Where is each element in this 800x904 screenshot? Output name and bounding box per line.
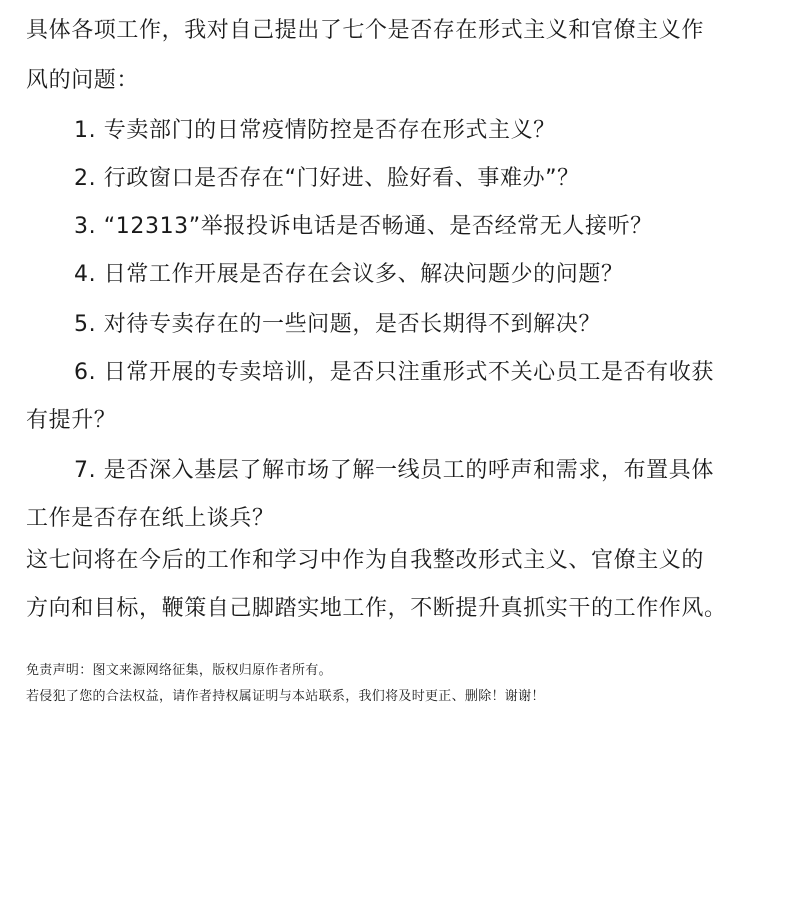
disclaimer-line-1: 免责声明：图文来源网络征集，版权归原作者所有。 <box>26 663 332 678</box>
question-1: 1. 专卖部门的日常疫情防控是否存在形式主义？ <box>74 118 556 143</box>
question-6-line-1: 6. 日常开展的专卖培训，是否只注重形式不关心员工是否有收获 <box>74 360 714 385</box>
question-7-line-2: 工作是否存在纸上谈兵？ <box>26 506 275 531</box>
disclaimer-line-2: 若侵犯了您的合法权益，请作者持权属证明与本站联系，我们将及时更正、删除！谢谢！ <box>26 689 545 704</box>
question-2: 2. 行政窗口是否存在“门好进、脸好看、事难办”？ <box>74 166 580 191</box>
question-3: 3. “12313”举报投诉电话是否畅通、是否经常无人接听？ <box>74 214 653 239</box>
intro-line-1: 具体各项工作，我对自己提出了七个是否存在形式主义和官僚主义作 <box>26 18 705 43</box>
conclusion-line-2: 方向和目标，鞭策自己脚踏实地工作，不断提升真抓实干的工作作风。 <box>26 596 727 621</box>
question-4: 4. 日常工作开展是否存在会议多、解决问题少的问题？ <box>74 262 624 287</box>
conclusion-line-1: 这七问将在今后的工作和学习中作为自我整改形式主义、官僚主义的 <box>26 548 705 573</box>
question-7-line-1: 7. 是否深入基层了解市场了解一线员工的呼声和需求，布置具体 <box>74 458 714 483</box>
intro-line-2: 风的问题： <box>26 68 140 93</box>
question-5: 5. 对待专卖存在的一些问题，是否长期得不到解决？ <box>74 312 601 337</box>
question-6-line-2: 有提升？ <box>26 408 117 433</box>
